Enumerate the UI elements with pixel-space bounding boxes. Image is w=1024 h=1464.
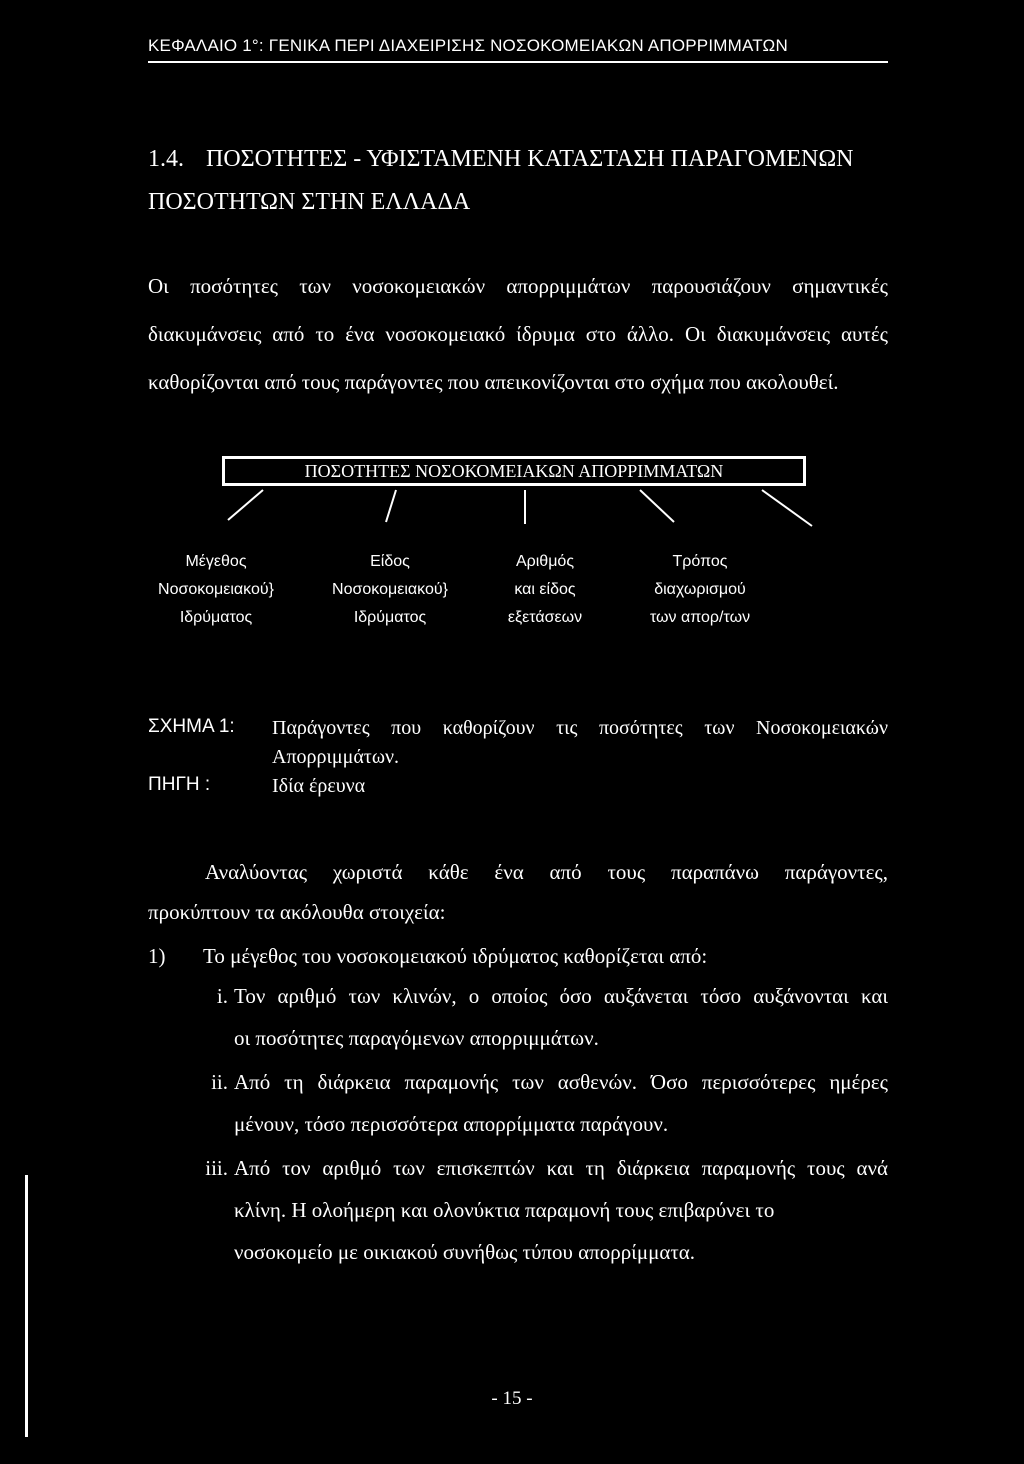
sub-item-i-line1: Τον αριθμό των κλινών, ο οποίος όσο αυξάνεται τόσο αυξάνονται και — [234, 984, 888, 1008]
figure-title-box: ΠΟΣΟΤΗΤΕΣ ΝΟΣΟΚΟΜΕΙΑΚΩΝ ΑΠΟΡΡΙΜΜΑΤΩΝ — [222, 456, 806, 486]
sub-item-iii-number: iii. — [205, 1156, 228, 1180]
factor-exams: Αριθμός και είδος εξετάσεων — [507, 553, 583, 626]
sub-item-i-line2: οι ποσότητες παραγόμενων απορριμμάτων. — [234, 1026, 599, 1050]
connector-line-1 — [228, 490, 263, 520]
analysis-line1: Αναλύοντας χωριστά κάθε ένα από τους παραπάνω παράγοντες, — [205, 860, 888, 884]
section-title-line2: ΠΟΣΟΤΗΤΩΝ ΣΤΗΝ ΕΛΛΑΔΑ — [148, 189, 471, 215]
figure-caption-line2: Απορριμμάτων. — [272, 746, 400, 768]
connector-line-2 — [386, 490, 396, 522]
connector-line-4 — [640, 490, 674, 522]
sub-item-iii-line1: Από τον αριθμό των επισκεπτών και τη διάρκεια παραμονής τους ανά — [234, 1156, 888, 1180]
sub-item-iii-line2: κλίνη. Η ολοήμερη και ολονύκτια παραμονή τους επιβαρύνει το — [234, 1198, 775, 1222]
figure-connector-lines — [0, 0, 1024, 560]
section-number: 1.4. — [148, 146, 184, 172]
section-title-text1: ΠΟΣΟΤΗΤΕΣ - ΥΦΙΣΤΑΜΕΝΗ ΚΑΤΑΣΤΑΣΗ ΠΑΡΑΓΟΜΕΝΩΝ — [206, 146, 854, 172]
list-item-1-text: Το μέγεθος του νοσοκομειακού ιδρύματος καθορίζεται από: — [203, 944, 708, 968]
analysis-line2: προκύπτουν τα ακόλουθα στοιχεία: — [148, 900, 446, 924]
intro-paragraph: Οι ποσότητες των νοσοκομειακών απορριμμάτων παρουσιάζουν σημαντικές διακυμάνσεις από το ένα νοσοκομειακό ίδρυμα στο άλλο. Οι διακυμάνσεις αυτές καθορίζονται από τους παράγοντες που απεικονίζονται στο σχήμα που ακολουθεί. — [148, 274, 888, 394]
connector-line-5 — [762, 490, 812, 526]
figure-source-label: ΠΗΓΗ : — [148, 774, 211, 795]
sub-item-ii-line1: Από τη διάρκεια παραμονής των ασθενών. Όσο περισσότερες ημέρες — [234, 1070, 888, 1094]
figure-caption-line1: Παράγοντες που καθορίζουν τις ποσότητες των Νοσοκομειακών — [272, 717, 888, 739]
factor-size: Μέγεθος Νοσοκομειακού} Ιδρύματος — [158, 553, 274, 626]
list-item-1-number: 1) — [148, 944, 166, 968]
sub-item-ii-number: ii. — [211, 1070, 228, 1094]
sub-item-iii-line3: νοσοκομείο με οικιακού συνήθως τύπου απορρίμματα. — [234, 1240, 696, 1264]
factor-type: Είδος Νοσοκομειακού} Ιδρύματος — [332, 553, 448, 626]
figure-source-text: Ιδία έρευνα — [272, 775, 366, 797]
sub-item-ii-line2: μένουν, τόσο περισσότερα απορρίμματα παράγουν. — [234, 1112, 669, 1136]
figure-caption-label: ΣΧΗΜΑ 1: — [148, 716, 235, 737]
running-header: ΚΕΦΑΛΑΙΟ 1°: ΓΕΝΙΚΑ ΠΕΡΙ ΔΙΑΧΕΙΡΙΣΗΣ ΝΟΣΟΚΟΜΕΙΑΚΩΝ ΑΠΟΡΡΙΜΜΑΤΩΝ — [148, 36, 788, 55]
page-number: - 15 - — [491, 1388, 533, 1409]
factor-separation: Τρόπος διαχωρισμού των απορ/των — [649, 553, 751, 626]
sub-item-i-number: i. — [216, 984, 228, 1008]
